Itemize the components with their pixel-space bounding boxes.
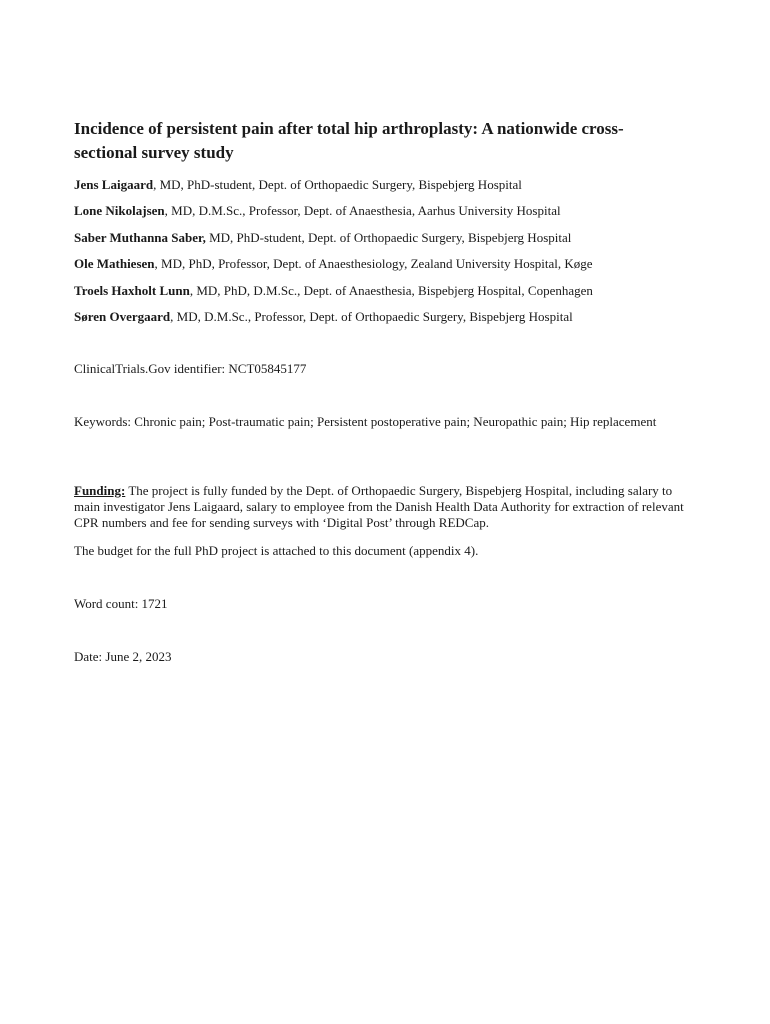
author-details: , MD, PhD, Professor, Dept. of Anaesthesiology, Zealand University Hospital, Køge	[154, 256, 593, 272]
author-name: Troels Haxholt Lunn	[74, 282, 190, 298]
author-entry	[74, 175, 684, 201]
author-entry	[74, 307, 684, 333]
author-name: Lone Nikolajsen	[74, 203, 165, 219]
funding-label: Funding:	[74, 483, 126, 498]
author-name: Saber Muthanna Saber,	[74, 229, 206, 245]
author-details: , MD, PhD, D.M.Sc., Dept. of Anaesthesia, Bispebjerg Hospital, Copenhagen	[189, 282, 593, 298]
document-date: Date: June 2, 2023	[74, 649, 172, 664]
document-title: Incidence of persistent pain after total hip arthroplasty: A nationwide cross-sectional survey study	[74, 119, 624, 162]
author-entry	[74, 201, 684, 227]
author-list	[74, 175, 684, 333]
author-details: , MD, D.M.Sc., Professor, Dept. of Anaesthesia, Aarhus University Hospital	[164, 203, 561, 219]
author-details: , MD, PhD-student, Dept. of Orthopaedic Surgery, Bispebjerg Hospital	[153, 177, 522, 192]
author-entry	[74, 228, 684, 254]
author-details: MD, PhD-student, Dept. of Orthopaedic Surgery, Bispebjerg Hospital	[205, 229, 572, 245]
author-details: , MD, D.M.Sc., Professor, Dept. of Orthopaedic Surgery, Bispebjerg Hospital	[170, 308, 573, 324]
author-name: Søren Overgaard	[74, 308, 171, 324]
author-name: Jens Laigaard	[74, 177, 154, 192]
funding-paragraph	[74, 483, 684, 531]
keywords: Keywords: Chronic pain; Post-traumatic pain; Persistent postoperative pain; Neuropathic pain; Hip replacement	[74, 414, 657, 429]
trial-identifier: ClinicalTrials.Gov identifier: NCT05845177	[74, 361, 307, 376]
author-entry	[74, 281, 684, 307]
funding-text: The project is fully funded by the Dept. of Orthopaedic Surgery, Bispebjerg Hospital, including salary to main investigator Jens Laigaard, salary to employee from the Danish Health Data Authority for extraction of relevant CPR numbers and fee for sending surveys with ‘Digital Post’ through REDCap.	[74, 483, 684, 530]
author-entry	[74, 254, 684, 280]
word-count: Word count: 1721	[74, 596, 168, 611]
budget-note: The budget for the full PhD project is attached to this document (appendix 4).	[74, 543, 479, 558]
author-name: Ole Mathiesen	[74, 256, 155, 272]
